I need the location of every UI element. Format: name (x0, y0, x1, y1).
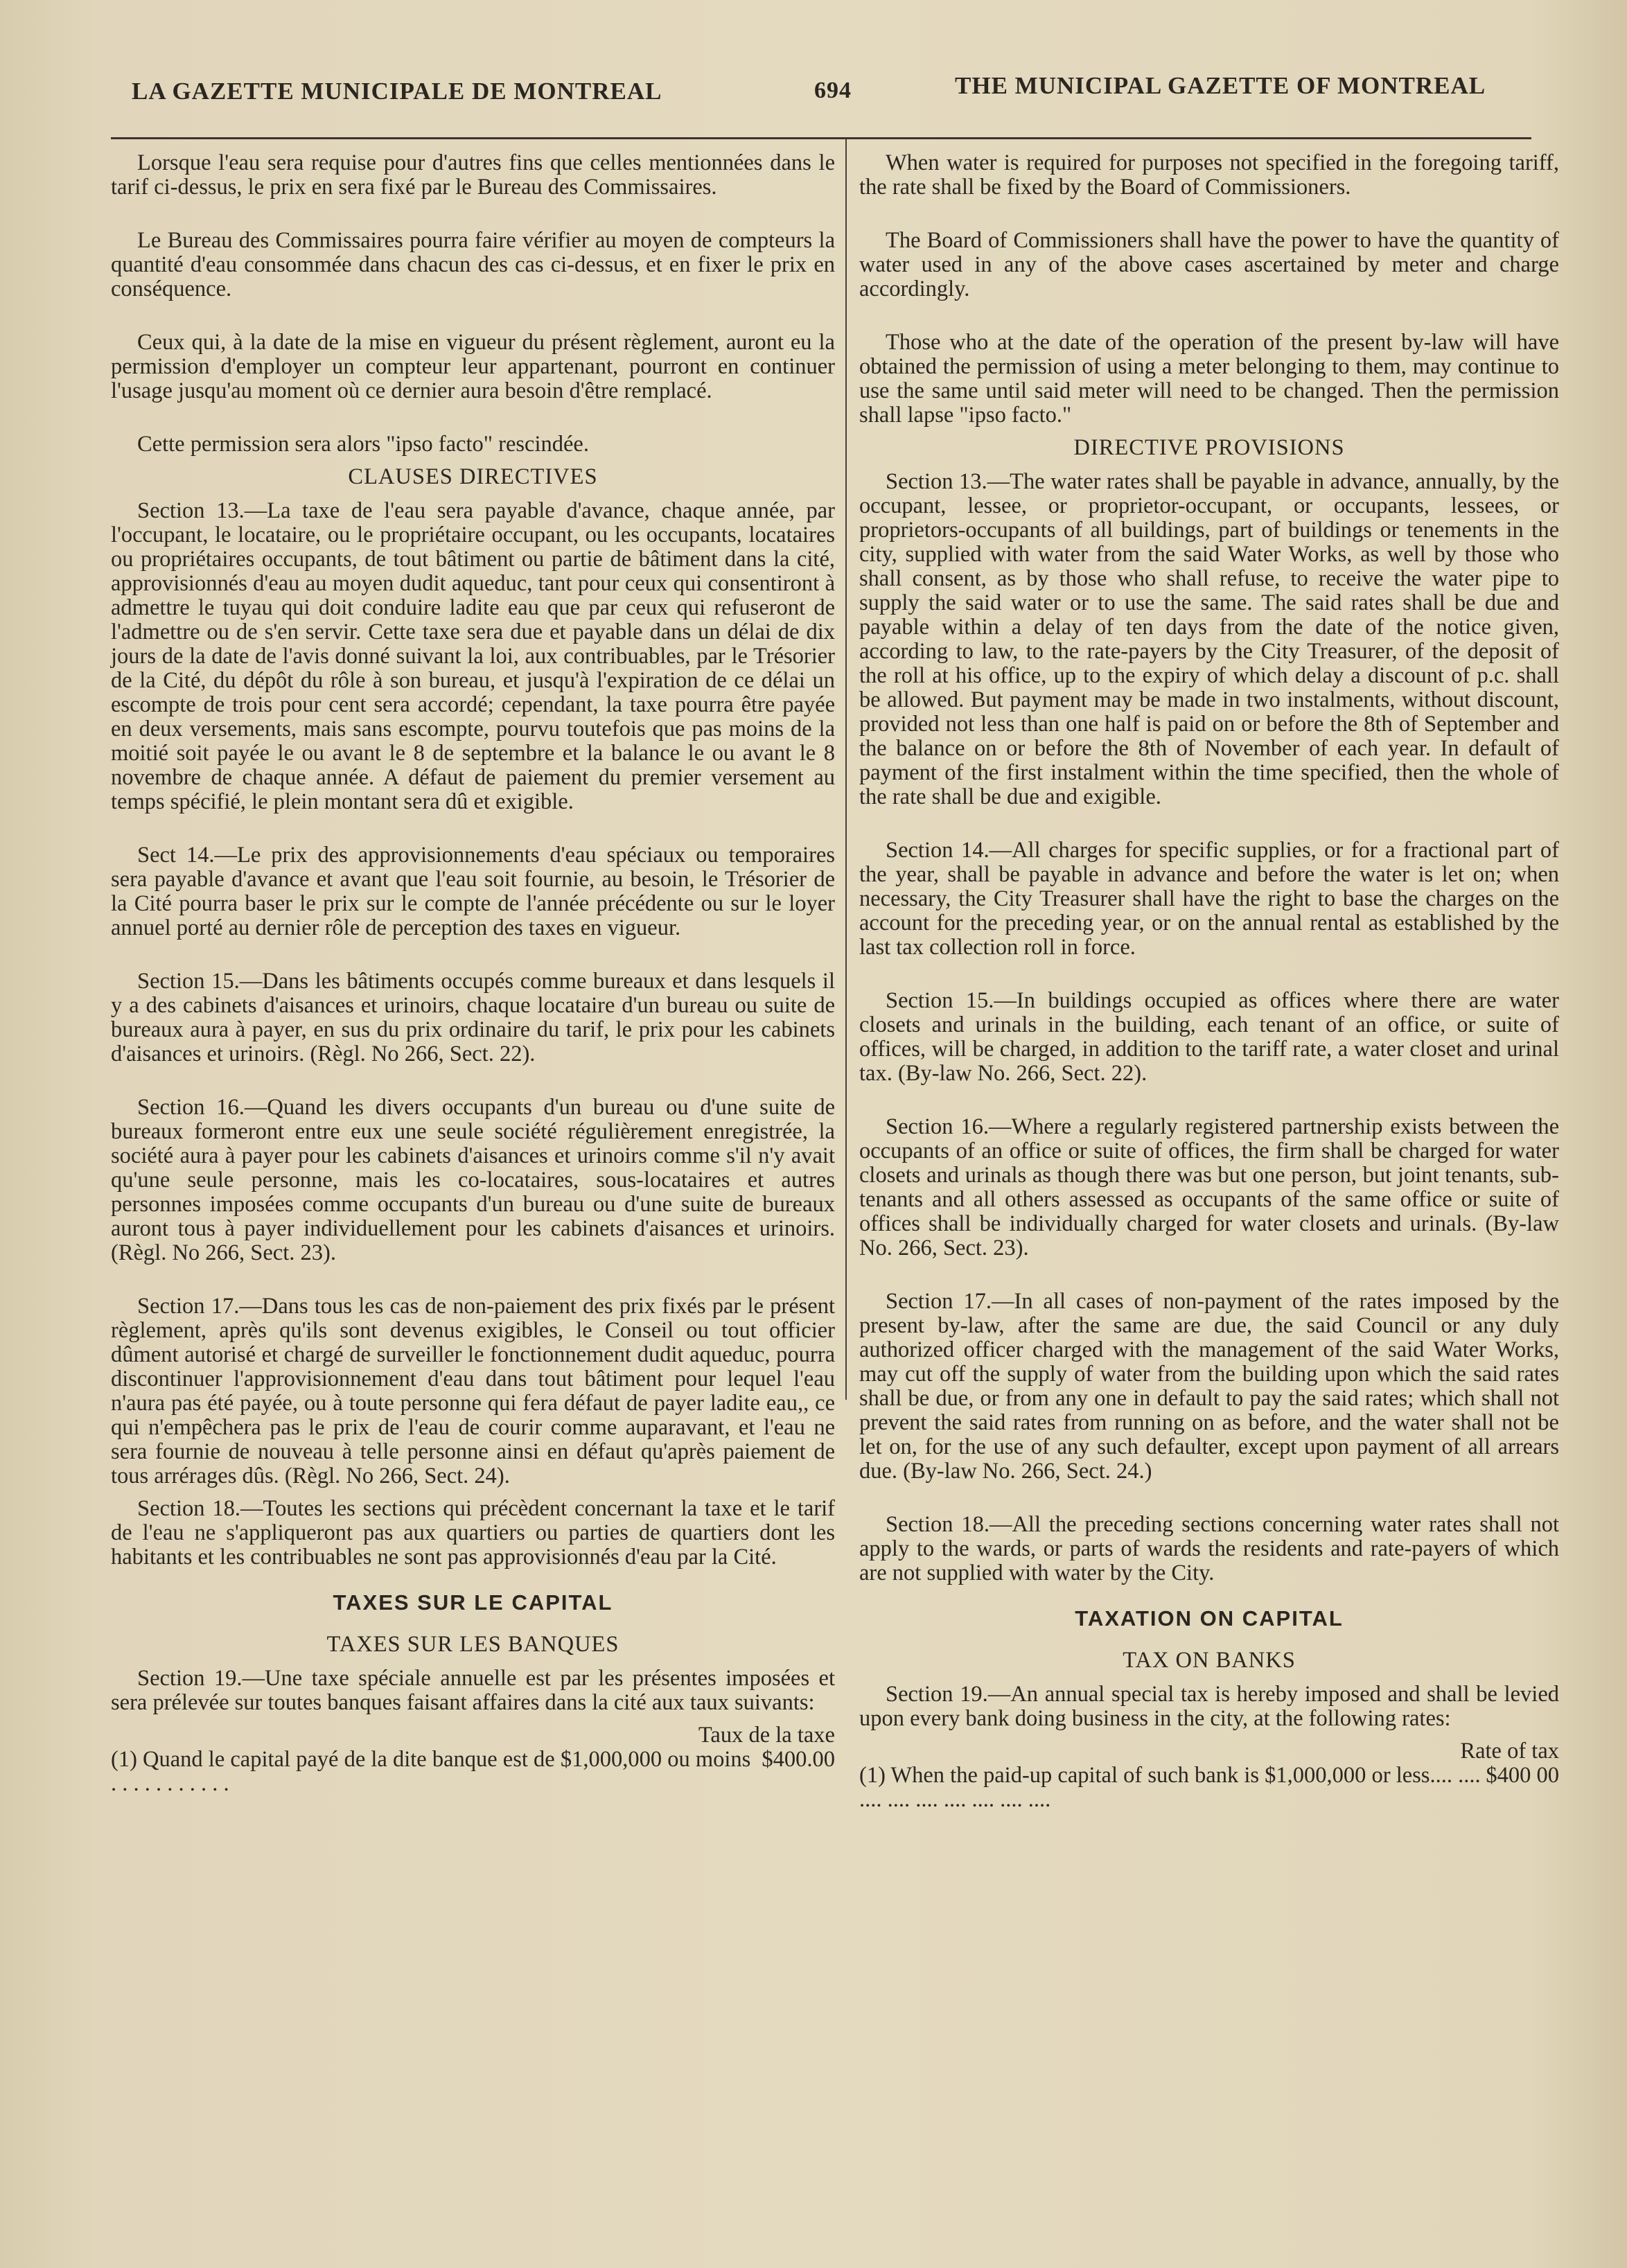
fr-section-15: Section 15.—Dans les bâtiments occupés comme bureaux et dans lesquels il y a des cabinets d'aisances et urinoirs, chaque locataire d'un bureau ou suite de bureaux aura à payer, en sus du prix ordinaire du tarif, le prix pour les cabinets d'aisances et urinoirs. (Règl. No 266, Sect. 22). (111, 969, 835, 1066)
en-section-15: Section 15.—In buildings occupied as offices where there are water closets and urinals in the building, each tenant of an office, or suite of offices, will be charged, in addition to the tariff rate, a water closet and urinal tax. (By-law No. 266, Sect. 22). (859, 988, 1559, 1086)
fr-section-14: Sect 14.—Le prix des approvisionnements d'eau spéciaux ou temporaires sera payable d'avance et avant que l'eau soit fournie, au besoin, le Trésorier de la Cité pourra baser le prix sur le compte de l'année précédente ou sur le loyer annuel porté au dernier rôle de perception des taxes en vigueur. (111, 843, 835, 940)
en-rate-header: Rate of tax (1460, 1739, 1559, 1764)
fr-rate-line-1-text: (1) Quand le capital payé de la dite banque est de $1,000,000 ou moins . . . . . . . . . . . (111, 1747, 751, 1796)
en-rate-line-1-amount: $400 00 (1486, 1763, 1559, 1788)
page-number: 694 (814, 78, 852, 103)
en-paragraph-2: The Board of Commissioners shall have the power to have the quantity of water used in any of the above cases ascertained by meter and charge accordingly. (859, 228, 1559, 301)
header-right-title: THE MUNICIPAL GAZETTE OF MONTREAL (955, 72, 1486, 99)
fr-paragraph-2: Le Bureau des Commissaires pourra faire vérifier au moyen de compteurs la quantité d'eau consommée dans chacun des cas ci-dessus, et en fixer le prix en conséquence. (111, 228, 835, 301)
en-heading-capital: TAXATION ON CAPITAL (1075, 1606, 1344, 1630)
fr-paragraph-1: Lorsque l'eau sera requise pour d'autres fins que celles mentionnées dans le tarif ci-dessus, le prix en sera fixé par le Bureau des Commissaires. (111, 150, 835, 200)
fr-section-13: Section 13.—La taxe de l'eau sera payable d'avance, chaque année, par l'occupant, le locataire, ou le propriétaire occupant, ou les occupants, locataires ou propriétaires occupants, de tout bâtiment ou partie de bâtiment dans la cité, approvisionnés d'eau au moyen dudit aqueduc, tant pour ceux qui consentiront à admettre le tuyau qui doit conduire ladite eau que par ceux qui refuseront de l'admettre ou de s'en servir. Cette taxe sera due et payable dans un délai de dix jours de la date de l'avis donné suivant la loi, aux contribuables, par le Trésorier de la Cité, du dépôt du rôle à son bureau, et jusqu'à l'expiration de ce délai un escompte de trois pour cent sera accordé; cependant, la taxe pourra être payée en deux versements, mais sans escompte, pourvu toutefois que pas moins de la moitié soit payée le ou avant le 8 de septembre et la balance le ou avant le 8 novembre de chaque année. A défaut de paiement du premier versement au temps spécifié, le plein montant sera dû et exigible. (111, 498, 835, 814)
en-paragraph-1: When water is required for purposes not specified in the foregoing tariff, the rate shall be fixed by the Board of Commissioners. (859, 150, 1559, 200)
en-section-16: Section 16.—Where a regularly registered partnership exists between the occupants of an office or suite of offices, the firm shall be charged for water closets and urinals as though there was but one person, but joint tenants, sub-tenants and all others assessed as occupants of the same office or suite of offices shall be individually charged for water closets and urinals. (By-law No. 266, Sect. 23). (859, 1114, 1559, 1260)
en-section-17: Section 17.—In all cases of non-payment of the rates imposed by the present by-law, after the same are due, the said Council or any duly authorized officer charged with the management of the said Water Works, may cut off the supply of water from the building upon which the said rates shall be due, or from any one in default to pay the said rates; which shall not prevent the said rates from running on as before, and the water shall not be let on, for the use of any such defaulter, except upon payment of all arrears due. (By-law No. 266, Sect. 24.) (859, 1289, 1559, 1484)
en-rate-line-1 (859, 1764, 1559, 1812)
fr-section-16: Section 16.—Quand les divers occupants d'un bureau ou d'une suite de bureaux formeront entre eux une seule société régulièrement enregistrée, la société aura à payer pour les cabinets d'aisances et urinoirs comme s'il n'y avait qu'une seule personne, mais les co-locataires, sous-locataires et autres personnes imposées comme occupants d'un bureau ou d'une suite de bureaux auront tous à payer individuellement pour les cabinets d'aisances et urinoirs. (Règl. No 266, Sect. 23). (111, 1095, 835, 1265)
fr-heading-clauses: CLAUSES DIRECTIVES (348, 464, 598, 489)
english-column (859, 151, 1559, 1812)
fr-rate-header: Taux de la taxe (698, 1723, 835, 1748)
fr-heading-banks: TAXES SUR LES BANQUES (326, 1632, 619, 1657)
en-section-18: Section 18.—All the preceding sections concerning water rates shall not apply to the wards, or parts of wards the residents and rate-payers of which are not supplied with water by the City. (859, 1512, 1559, 1585)
fr-section-18: Section 18.—Toutes les sections qui précèdent concernant la taxe et le tarif de l'eau ne s'appliqueront pas aux quartiers ou parties de quartiers dont les habitants et les contribuables ne sont pas approvisionnés d'eau par la Cité. (111, 1496, 835, 1570)
header-rule (111, 137, 1531, 139)
french-column (111, 151, 835, 1796)
fr-heading-capital: TAXES SUR LE CAPITAL (333, 1590, 613, 1615)
fr-rate-line-1-amount: $400.00 (762, 1747, 835, 1772)
en-section-13: Section 13.—The water rates shall be payable in advance, annually, by the occupant, lessee, or proprietor-occupant, or occupants, lessees, or proprietors-occupants of all buildings, part of buildings or tenements in the city, supplied with water from the said Water Works, as well by those who shall consent, as by those who shall refuse, to receive the water pipe to supply the said water or to use the same. The said rates shall be due and payable within a delay of ten days from the date of the notice given, according to law, to the rate-payers by the City Treasurer, of the deposit of the roll at his office, up to the expiry of which delay a discount of p.c. shall be allowed. But payment may be made in two instalments, without discount, provided not less than one half is paid on or before the 8th of September and the balance on or before the 8th of November of each year. In default of payment of the first instalment within the time specified, then the whole of the rate shall be due and exigible. (859, 469, 1559, 809)
en-paragraph-3: Those who at the date of the operation of the present by-law will have obtained the permission of using a meter belonging to them, may continue to use the same until said meter will need to be changed. Then the permission shall lapse "ipso facto." (859, 330, 1559, 428)
column-divider (845, 139, 847, 1400)
en-heading-banks: TAX ON BANKS (1123, 1648, 1296, 1673)
fr-paragraph-3: Ceux qui, à la date de la mise en vigueur du présent règlement, auront eu la permission d'employer un compteur leur appartenant, pourront en continuer l'usage jusqu'au moment où ce dernier aura besoin d'être remplacé. (111, 330, 835, 403)
fr-section-19: Section 19.—Une taxe spéciale annuelle est par les présentes imposées et sera prélevée sur toutes banques faisant affaires dans la cité aux taux suivants: (111, 1666, 835, 1715)
header-left-title: LA GAZETTE MUNICIPALE DE MONTREAL (132, 78, 662, 105)
en-rate-line-1-text: (1) When the paid-up capital of such bank is $1,000,000 or less.... .... .... .... .... .... .... .... .... (859, 1763, 1481, 1812)
en-section-19: Section 19.—An annual special tax is hereby imposed and shall be levied upon every bank doing business in the city, at the following rates: (859, 1682, 1559, 1731)
fr-section-17: Section 17.—Dans tous les cas de non-paiement des prix fixés par le présent règlement, après qu'ils sont devenus exigibles, le Conseil ou tout officier dûment autorisé et chargé de surveiller le fonctionnement dudit aqueduc, pourra discontinuer l'approvisionnement d'eau dans tout bâtiment pour lequel l'eau n'aura pas été payée, ou à toute personne qui fera défaut de payer ladite eau,, ce qui n'empêchera pas le prix de l'eau de courir comme auparavant, et l'eau ne sera fournie de nouveau à telle personne ainsi en défaut qu'après paiement de tous arrérages dûs. (Règl. No 266, Sect. 24). (111, 1294, 835, 1488)
fr-rate-line-1 (111, 1748, 835, 1796)
en-heading-directive: DIRECTIVE PROVISIONS (1073, 435, 1345, 460)
fr-paragraph-4: Cette permission sera alors "ipso facto" rescindée. (137, 432, 589, 457)
en-section-14: Section 14.—All charges for specific supplies, or for a fractional part of the year, shall be payable in advance and before the water is let on; when necessary, the City Treasurer shall have the right to base the charges on the account for the preceding year, or on the annual rental as established by the last tax collection roll in force. (859, 838, 1559, 960)
